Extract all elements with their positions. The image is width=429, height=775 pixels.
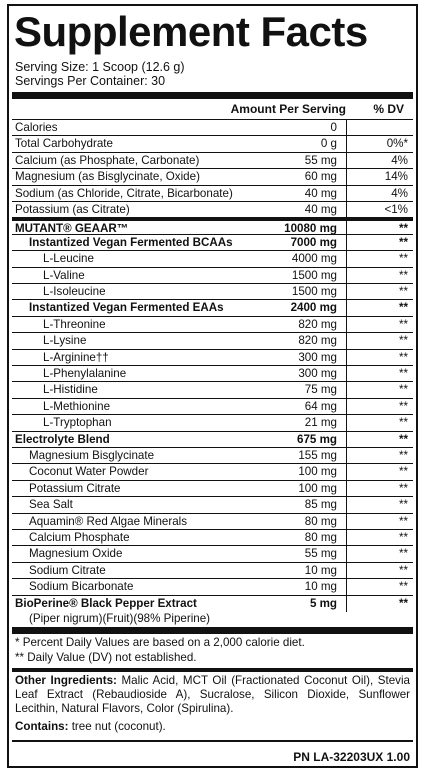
nutrient-name: Calcium Phosphate bbox=[29, 531, 130, 544]
nutrient-amount: 5 mg bbox=[309, 596, 337, 610]
column-divider bbox=[346, 464, 347, 480]
table-row bbox=[12, 480, 413, 497]
divider-ingredients bbox=[12, 668, 413, 672]
nutrient-dv: ** bbox=[398, 449, 408, 462]
column-divider bbox=[346, 432, 347, 448]
nutrient-name: BioPerine® Black Pepper Extract bbox=[15, 596, 197, 610]
nutrient-amount: 820 mg bbox=[298, 317, 337, 331]
nutrient-name: Potassium (as Citrate) bbox=[15, 203, 130, 216]
table-row bbox=[12, 578, 413, 595]
nutrient-name: L-Isoleucine bbox=[43, 285, 106, 298]
table-row bbox=[12, 595, 413, 612]
column-divider bbox=[346, 530, 347, 546]
divider-thick-bottom bbox=[12, 627, 413, 634]
column-header bbox=[15, 102, 410, 118]
table-row bbox=[12, 496, 413, 513]
nutrient-dv: ** bbox=[398, 416, 408, 430]
table-row bbox=[12, 611, 413, 627]
table-row bbox=[12, 119, 413, 136]
nutrient-amount: 820 mg bbox=[298, 334, 337, 348]
nutrient-dv: ** bbox=[398, 222, 408, 236]
table-row bbox=[12, 135, 413, 152]
nutrient-name: Coconut Water Powder bbox=[29, 465, 149, 479]
table-row bbox=[12, 513, 413, 530]
column-divider bbox=[346, 235, 347, 251]
nutrient-name: L-Arginine†† bbox=[43, 350, 109, 364]
column-divider bbox=[346, 120, 347, 136]
column-divider bbox=[346, 481, 347, 497]
nutrient-amount: 21 mg bbox=[304, 416, 337, 430]
table-row bbox=[12, 201, 413, 218]
column-divider bbox=[346, 251, 347, 267]
table-row bbox=[12, 381, 413, 398]
nutrient-name: Sodium Citrate bbox=[29, 563, 106, 577]
nutrient-amount: 1500 mg bbox=[291, 268, 337, 282]
table-row bbox=[12, 332, 413, 349]
nutrient-amount: 75 mg bbox=[304, 383, 337, 397]
table-row bbox=[12, 250, 413, 267]
nutrient-name: Instantized Vegan Fermented BCAAs bbox=[29, 235, 233, 249]
nutrient-amount: 2400 mg bbox=[290, 301, 337, 315]
part-number: PN LA-32203UX 1.00 bbox=[293, 750, 410, 764]
column-divider bbox=[346, 579, 347, 595]
nutrient-dv: ** bbox=[398, 563, 408, 577]
nutrient-dv: ** bbox=[398, 367, 408, 380]
nutrient-dv: ** bbox=[398, 317, 408, 331]
nutrient-name: L-Tryptophan bbox=[43, 416, 112, 430]
table-row bbox=[12, 529, 413, 546]
nutrient-amount: 155 mg bbox=[298, 449, 337, 462]
table-row bbox=[12, 349, 413, 366]
nutrient-name: Sodium (as Chloride, Citrate, Bicarbonate) bbox=[15, 186, 233, 200]
nutrient-name: Instantized Vegan Fermented EAAs bbox=[29, 301, 224, 315]
nutrient-amount: 100 mg bbox=[298, 465, 337, 479]
column-divider bbox=[346, 136, 347, 152]
nutrient-dv: ** bbox=[398, 465, 408, 479]
nutrient-dv: ** bbox=[398, 399, 408, 413]
column-divider bbox=[346, 333, 347, 349]
nutrient-amount: 300 mg bbox=[298, 350, 337, 364]
column-divider bbox=[346, 448, 347, 464]
nutrient-name: Calories bbox=[15, 121, 58, 134]
table-row bbox=[12, 365, 413, 382]
nutrient-name: Sodium Bicarbonate bbox=[29, 580, 134, 594]
column-divider bbox=[346, 563, 347, 579]
table-row bbox=[12, 398, 413, 415]
table-row bbox=[12, 545, 413, 562]
table-row bbox=[12, 431, 413, 448]
nutrient-amount: 0 g bbox=[320, 137, 337, 151]
nutrient-name: MUTANT® GEAAR™ bbox=[15, 222, 129, 236]
column-divider bbox=[346, 300, 347, 316]
footnote-not-established: ** Daily Value (DV) not established. bbox=[15, 651, 197, 664]
nutrient-amount: 55 mg bbox=[304, 547, 337, 561]
nutrient-amount: 300 mg bbox=[298, 367, 337, 380]
nutrient-dv: ** bbox=[398, 596, 408, 610]
other-ingredients-label: Other Ingredients: bbox=[15, 674, 117, 687]
table-row bbox=[12, 185, 413, 202]
other-ingredients-text: Malic Acid, MCT Oil (Fractionated Coconut Oil), Stevia Leaf Extract (Rebaudioside A), Sucralose, Silicon Dioxide, Sunflower Lecithin, Natural Flavors, Color (Spirulina). bbox=[15, 674, 410, 715]
nutrient-dv: ** bbox=[398, 481, 408, 495]
header-dv: % DV bbox=[373, 102, 404, 116]
other-ingredients bbox=[15, 674, 410, 716]
nutrient-name: L-Methionine bbox=[43, 399, 111, 413]
nutrient-dv: ** bbox=[398, 432, 408, 446]
column-divider bbox=[346, 514, 347, 530]
supplement-facts-panel bbox=[7, 4, 418, 768]
nutrient-amount: 675 mg bbox=[297, 432, 337, 446]
nutrient-name: Total Carbohydrate bbox=[15, 137, 113, 151]
nutrient-dv: ** bbox=[398, 334, 408, 348]
nutrient-name: Potassium Citrate bbox=[29, 481, 121, 495]
nutrient-amount: 55 mg bbox=[304, 153, 337, 167]
column-divider bbox=[346, 596, 347, 612]
nutrient-amount: 60 mg bbox=[304, 170, 337, 184]
column-divider bbox=[346, 415, 347, 431]
table-row bbox=[12, 463, 413, 480]
nutrient-amount: 10 mg bbox=[304, 563, 337, 577]
nutrient-name: L-Histidine bbox=[43, 383, 98, 397]
divider-pn bbox=[12, 740, 413, 742]
nutrient-dv: 0%* bbox=[386, 137, 408, 151]
nutrient-amount: 0 bbox=[330, 121, 337, 134]
table-row bbox=[12, 283, 413, 300]
nutrient-amount: 80 mg bbox=[304, 514, 337, 528]
nutrient-dv: 14% bbox=[384, 170, 408, 184]
servings-per-container: Servings Per Container: 30 bbox=[15, 74, 166, 88]
nutrient-amount: 1500 mg bbox=[291, 285, 337, 298]
nutrient-dv: ** bbox=[398, 498, 408, 512]
nutrient-amount: 4000 mg bbox=[291, 252, 337, 266]
nutrient-amount: 85 mg bbox=[304, 498, 337, 512]
nutrient-dv: ** bbox=[398, 514, 408, 528]
nutrient-dv: ** bbox=[398, 301, 408, 315]
column-divider bbox=[346, 284, 347, 300]
nutrient-dv: ** bbox=[398, 285, 408, 298]
serving-size: Serving Size: 1 Scoop (12.6 g) bbox=[15, 60, 185, 74]
table-row bbox=[12, 234, 413, 251]
column-divider bbox=[346, 546, 347, 562]
column-divider bbox=[346, 268, 347, 284]
nutrient-dv: 4% bbox=[391, 153, 408, 167]
table-row bbox=[12, 562, 413, 579]
column-divider bbox=[346, 382, 347, 398]
column-divider bbox=[346, 399, 347, 415]
column-divider bbox=[346, 317, 347, 333]
nutrient-name: Sea Salt bbox=[29, 498, 73, 512]
column-divider bbox=[346, 366, 347, 382]
nutrient-name: Calcium (as Phosphate, Carbonate) bbox=[15, 153, 200, 167]
nutrient-amount: 10080 mg bbox=[284, 222, 337, 236]
nutrient-name: Magnesium Bisglycinate bbox=[29, 449, 155, 462]
column-divider bbox=[346, 153, 347, 169]
nutrient-name: L-Valine bbox=[43, 268, 85, 282]
nutrient-name: L-Lysine bbox=[43, 334, 87, 348]
nutrient-name: Magnesium (as Bisglycinate, Oxide) bbox=[15, 170, 200, 184]
nutrient-dv: ** bbox=[398, 531, 408, 544]
table-row bbox=[12, 168, 413, 185]
column-divider bbox=[346, 169, 347, 185]
column-divider bbox=[346, 497, 347, 513]
nutrient-dv: <1% bbox=[384, 203, 408, 216]
contains-label: Contains: bbox=[15, 720, 69, 733]
nutrient-name: L-Threonine bbox=[43, 317, 106, 331]
table-row bbox=[12, 447, 413, 464]
panel-title: Supplement Facts bbox=[14, 8, 368, 55]
nutrient-name: L-Phenylalanine bbox=[43, 367, 127, 380]
nutrient-amount: 7000 mg bbox=[290, 235, 337, 249]
table-row bbox=[12, 414, 413, 431]
contains bbox=[15, 720, 166, 733]
table-row bbox=[12, 152, 413, 169]
column-divider bbox=[346, 350, 347, 366]
nutrient-dv: ** bbox=[398, 252, 408, 266]
contains-text: tree nut (coconut). bbox=[68, 720, 166, 733]
nutrient-amount: 40 mg bbox=[304, 186, 337, 200]
nutrient-dv: ** bbox=[398, 580, 408, 594]
footnote-dv: * Percent Daily Values are based on a 2,000 calorie diet. bbox=[15, 636, 305, 649]
nutrient-dv: ** bbox=[398, 350, 408, 364]
nutrient-dv: ** bbox=[398, 268, 408, 282]
nutrient-name: L-Leucine bbox=[43, 252, 94, 266]
nutrient-amount: 40 mg bbox=[304, 203, 337, 216]
nutrient-amount: 64 mg bbox=[304, 399, 337, 413]
column-divider bbox=[346, 202, 347, 218]
nutrient-name: Aquamin® Red Algae Minerals bbox=[29, 514, 188, 528]
table-row bbox=[12, 299, 413, 316]
nutrient-dv: 4% bbox=[391, 186, 408, 200]
table-row bbox=[12, 267, 413, 284]
nutrient-dv: ** bbox=[398, 383, 408, 397]
nutrient-name: Electrolyte Blend bbox=[15, 432, 110, 446]
table-row bbox=[12, 316, 413, 333]
nutrient-dv: ** bbox=[398, 547, 408, 561]
nutrient-amount: 10 mg bbox=[304, 580, 337, 594]
header-amount: Amount Per Serving bbox=[230, 102, 346, 116]
nutrient-dv: ** bbox=[398, 235, 408, 249]
column-divider bbox=[346, 186, 347, 202]
nutrient-amount: 100 mg bbox=[298, 481, 337, 495]
divider-thick bbox=[12, 92, 413, 99]
nutrient-name: Magnesium Oxide bbox=[29, 547, 123, 561]
nutrient-amount: 80 mg bbox=[304, 531, 337, 544]
nutrient-name: (Piper nigrum)(Fruit)(98% Piperine) bbox=[29, 612, 211, 625]
